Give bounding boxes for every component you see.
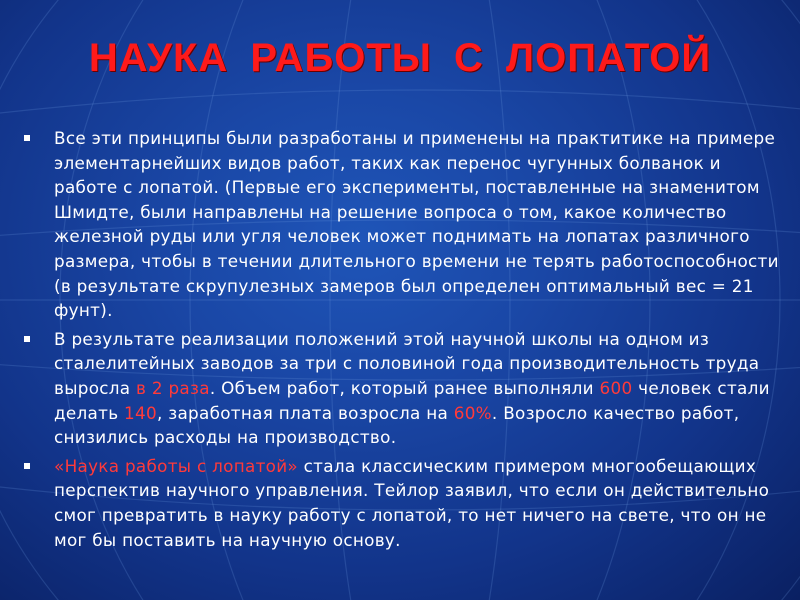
- square-bullet-icon: [24, 463, 30, 469]
- highlight-growth: в 2 раза: [136, 377, 210, 398]
- bullet-item-results: [18, 327, 786, 450]
- bullet-item-shovel-science: [18, 454, 786, 552]
- bullet-text-part: В результате реализации положений этой научной школы на одном из сталелитейных заводов за три с половиной года производительность труда выросла: [54, 328, 760, 398]
- slide-title: НАУКА РАБОТЫ С ЛОПАТОЙ: [88, 36, 712, 80]
- bullet-item-principles: [18, 126, 786, 323]
- bullet-text: Все эти принципы были разработаны и применены на практитике на примере элементарнейших видов работ, таких как перенос чугунных болванок и работе с лопатой. (Первые его эксперименты, поставленные на знаменитом Шмидте, были направлены на решение вопроса о том, какое количество железной руды или угля человек может поднимать на лопатах различного размера, чтобы в течении длительного времени не терять работоспособности (в результате скрупулезных замеров был определен оптимальный вес = 21 фунт).: [54, 128, 779, 321]
- bullet-text-part: стала классическим примером многообещающих перспектив научного управления. Тейлор заявил, что если он действительно смог превратить в науку работу с лопатой, то нет ничего на свете, что он не мог бы поставить на научную основу.: [54, 455, 770, 550]
- highlight-workers-before: 600: [599, 377, 633, 398]
- highlight-workers-after: 140: [124, 402, 157, 423]
- bullet-text-part: человек стали делать: [54, 377, 770, 423]
- bullet-list: [18, 126, 786, 556]
- highlight-wage-growth: 60%: [453, 402, 492, 423]
- bullet-text-part: , заработная плата возросла на: [156, 402, 454, 423]
- square-bullet-icon: [24, 135, 30, 141]
- bullet-text-part: . Объем работ, который ранее выполняли: [209, 377, 600, 398]
- square-bullet-icon: [24, 336, 30, 342]
- bullet-text-part: . Возросло качество работ, снизились расходы на производство.: [54, 402, 740, 448]
- highlight-shovel-science: «Наука работы с лопатой»: [54, 455, 298, 476]
